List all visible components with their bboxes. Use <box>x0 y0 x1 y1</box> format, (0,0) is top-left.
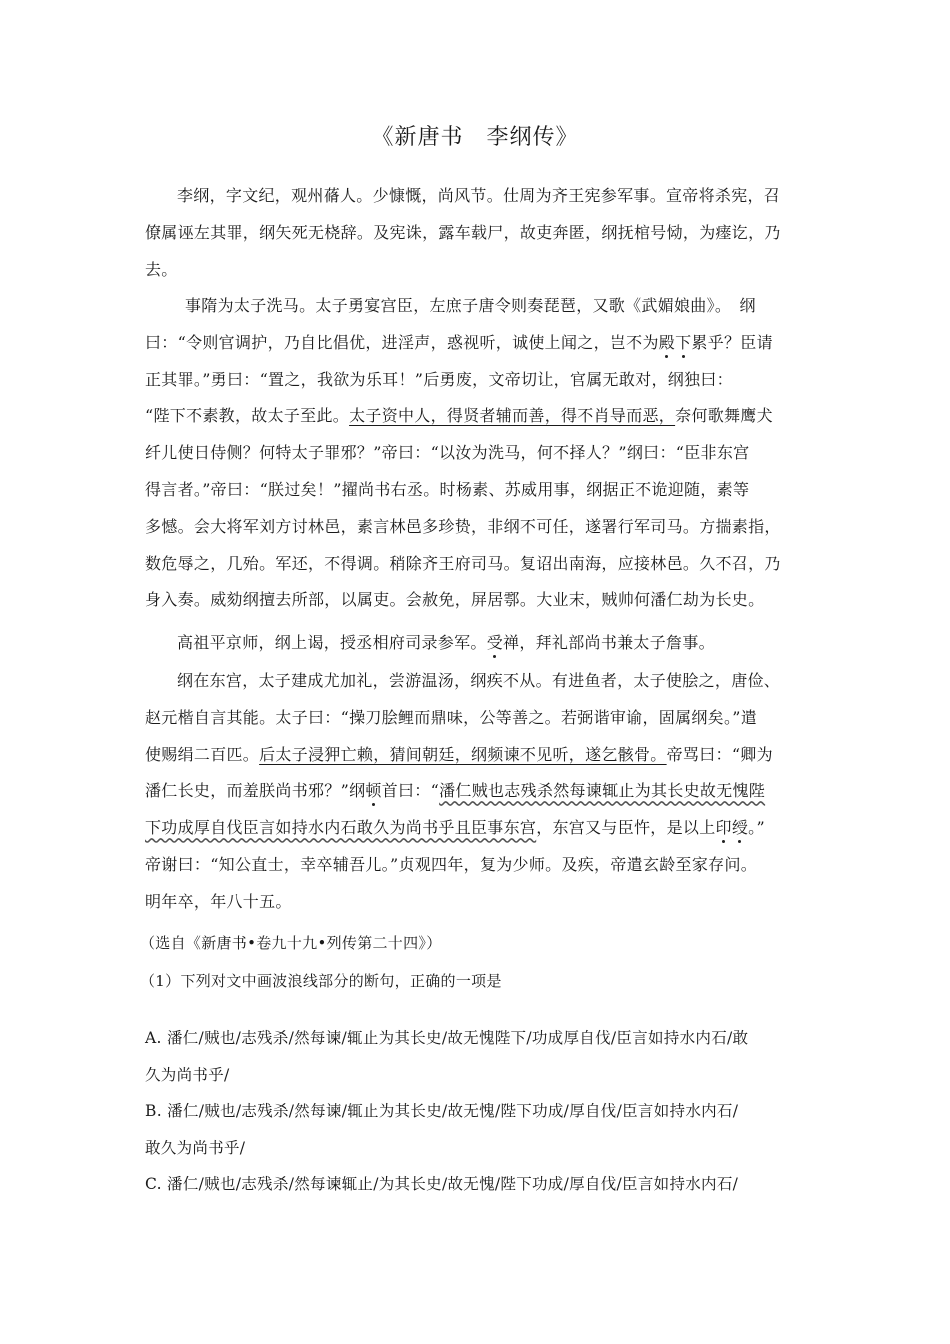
paragraph-3 <box>145 625 805 662</box>
paragraph-line <box>145 737 805 774</box>
paragraph-line: 纲在东宫，太子建成尤加礼，尝游温汤，纲疾不从。有进鱼者，太子使脍之，唐俭、 <box>177 671 781 690</box>
source-text: （选自《新唐书•卷九十九•列传第二十四》） <box>140 934 442 952</box>
text-segment: 帝骂曰：“卿为 <box>666 744 773 764</box>
option-line: 久为尚书乎/ <box>145 1065 230 1084</box>
text-segment: 禅，拜礼部尚书兼太子詹事。 <box>503 633 715 652</box>
paragraph-line: 正其罪。”勇曰：“置之，我欲为乐耳！”后勇废，文帝切让，官属无敢对，纲独曰： <box>145 369 733 389</box>
paragraph-line: 帝谢曰：“知公直士，幸卒辅吾儿。”贞观四年，复为少师。及疾，帝遣玄龄至家存问。 <box>145 854 758 874</box>
paragraph-line: 明年卒，年八十五。 <box>145 891 292 911</box>
option-b <box>145 1093 805 1167</box>
text-segment: 高祖平京师，纲上谒，授丞相府司录参军。 <box>177 633 487 652</box>
option-line: 敢久为尚书乎/ <box>145 1138 246 1157</box>
paragraph-line: 数危辱之，几殆。军还，不得调。稍除齐王府司马。复诏出南海，应接林邑。久不召，乃 <box>145 553 781 573</box>
paragraph-4 <box>145 663 805 921</box>
paragraph-line <box>145 625 805 662</box>
text-segment: “陛下不素教，故太子至此。 <box>145 406 350 426</box>
paragraph-line <box>145 773 805 810</box>
paragraph-line: 身入奏。威劾纲擅去所部，以属吏。会赦免，屏居鄠。大业末，贼帅何潘仁劫为长史。 <box>145 590 765 610</box>
underlined-sentence: 后太子浸狎亡赖，猜间朝廷，纲频谏不见听，遂乞骸骨。 <box>259 744 667 764</box>
paragraph-line: 多憾。会大将军刘方讨林邑，素言林邑多珍贽，非纲不可任，遂署行军司马。方揣素指， <box>145 516 781 536</box>
paragraph-line <box>145 398 805 435</box>
paragraph-line: 得言者。”帝曰：“朕过矣！”擢尚书右丞。时杨素、苏威用事，纲据正不诡迎随，素等 <box>145 479 750 499</box>
paragraph-line: 去。 <box>145 259 178 279</box>
underlined-sentence: 太子资中人，得贤者辅而善，得不肖导而恶， <box>349 406 676 426</box>
paragraph-line <box>145 325 805 362</box>
paragraph-line: 纤儿使日侍侧？何特太子罪邪？”帝曰：“以汝为洗马，何不择人？”纲曰：“臣非东宫 <box>145 443 750 463</box>
emphasis-dot-char: 顿 <box>365 781 382 801</box>
option-line: A. 潘仁/贼也/志残杀/然每谏/辄止为其长史/故无愧陛下/功成厚自伐/臣言如持水内石/敢 <box>145 1029 749 1047</box>
text-segment: 使赐绢二百匹。 <box>145 744 260 764</box>
text-segment: 潘仁长史，而羞朕尚书邪？”纲 <box>145 781 366 801</box>
option-line: C. 潘仁/贼也/志残杀/然每谏辄止/为其长史/故无愧/陛下功成/厚自伐/臣言如持水内石/ <box>145 1175 739 1193</box>
text-segment: 曰：“令则官调护，乃自比倡优，进淫声，惑视听，诚使上闻之，岂不为 <box>145 332 659 352</box>
paragraph-1 <box>145 178 805 288</box>
paragraph-2 <box>145 288 805 619</box>
emphasis-dot-char: 下 <box>675 332 692 352</box>
paragraph-line: 李纲，字文纪，观州蓨人。少慷慨，尚风节。仕周为齐王宪参军事。宣帝将杀宪，召 <box>177 186 781 205</box>
text-segment: 奈何歌舞鹰犬 <box>675 406 773 426</box>
option-c <box>145 1166 805 1203</box>
question-stem <box>140 963 800 1000</box>
option-line: B. 潘仁/贼也/志残杀/然每谏/辄止为其长史/故无愧/陛下功成/厚自伐/臣言如持水内石/ <box>145 1102 739 1120</box>
emphasis-dot-char: 绶 <box>731 818 749 838</box>
document-title: 《新唐书 李纲传》 <box>371 125 579 150</box>
text-segment: 首曰：“ <box>381 781 440 801</box>
emphasis-dot-char: 受 <box>486 633 504 652</box>
paragraph-line: 赵元楷自言其能。太子曰：“操刀脍鲤而鼎味，公等善之。若弼谐审谕，固属纲矣。”遣 <box>145 707 758 727</box>
text-segment: 累乎？臣请 <box>691 332 773 352</box>
emphasis-dot-char: 殿 <box>658 332 676 352</box>
paragraph-line: 事隋为太子洗马。太子勇宴宫臣，左庶子唐令则奏琵琶，又歌《武媚娘曲》。 纲 <box>185 296 756 315</box>
emphasis-dot-char: 印 <box>715 818 732 838</box>
option-a <box>145 1020 805 1094</box>
wavy-underlined-passage: 下功成厚自伐臣言如持水内石敢久为尚书乎且臣事东宫 <box>145 818 537 838</box>
source-citation <box>140 925 800 962</box>
paragraph-line: 僚属诬左其罪，纲矢死无桡辞。及宪诛，露车载尸，故吏奔匿，纲抚棺号恸，为瘗讫，乃 <box>145 222 781 242</box>
wavy-underlined-passage: 潘仁贼也志残杀然每谏辄止为其长史故无愧陛 <box>439 781 766 801</box>
question-text: （1）下列对文中画波浪线部分的断句，正确的一项是 <box>140 972 502 990</box>
paragraph-line <box>145 810 805 847</box>
text-segment: ，东宫又与臣忤，是以上 <box>536 818 716 838</box>
text-segment: 。” <box>748 818 765 838</box>
